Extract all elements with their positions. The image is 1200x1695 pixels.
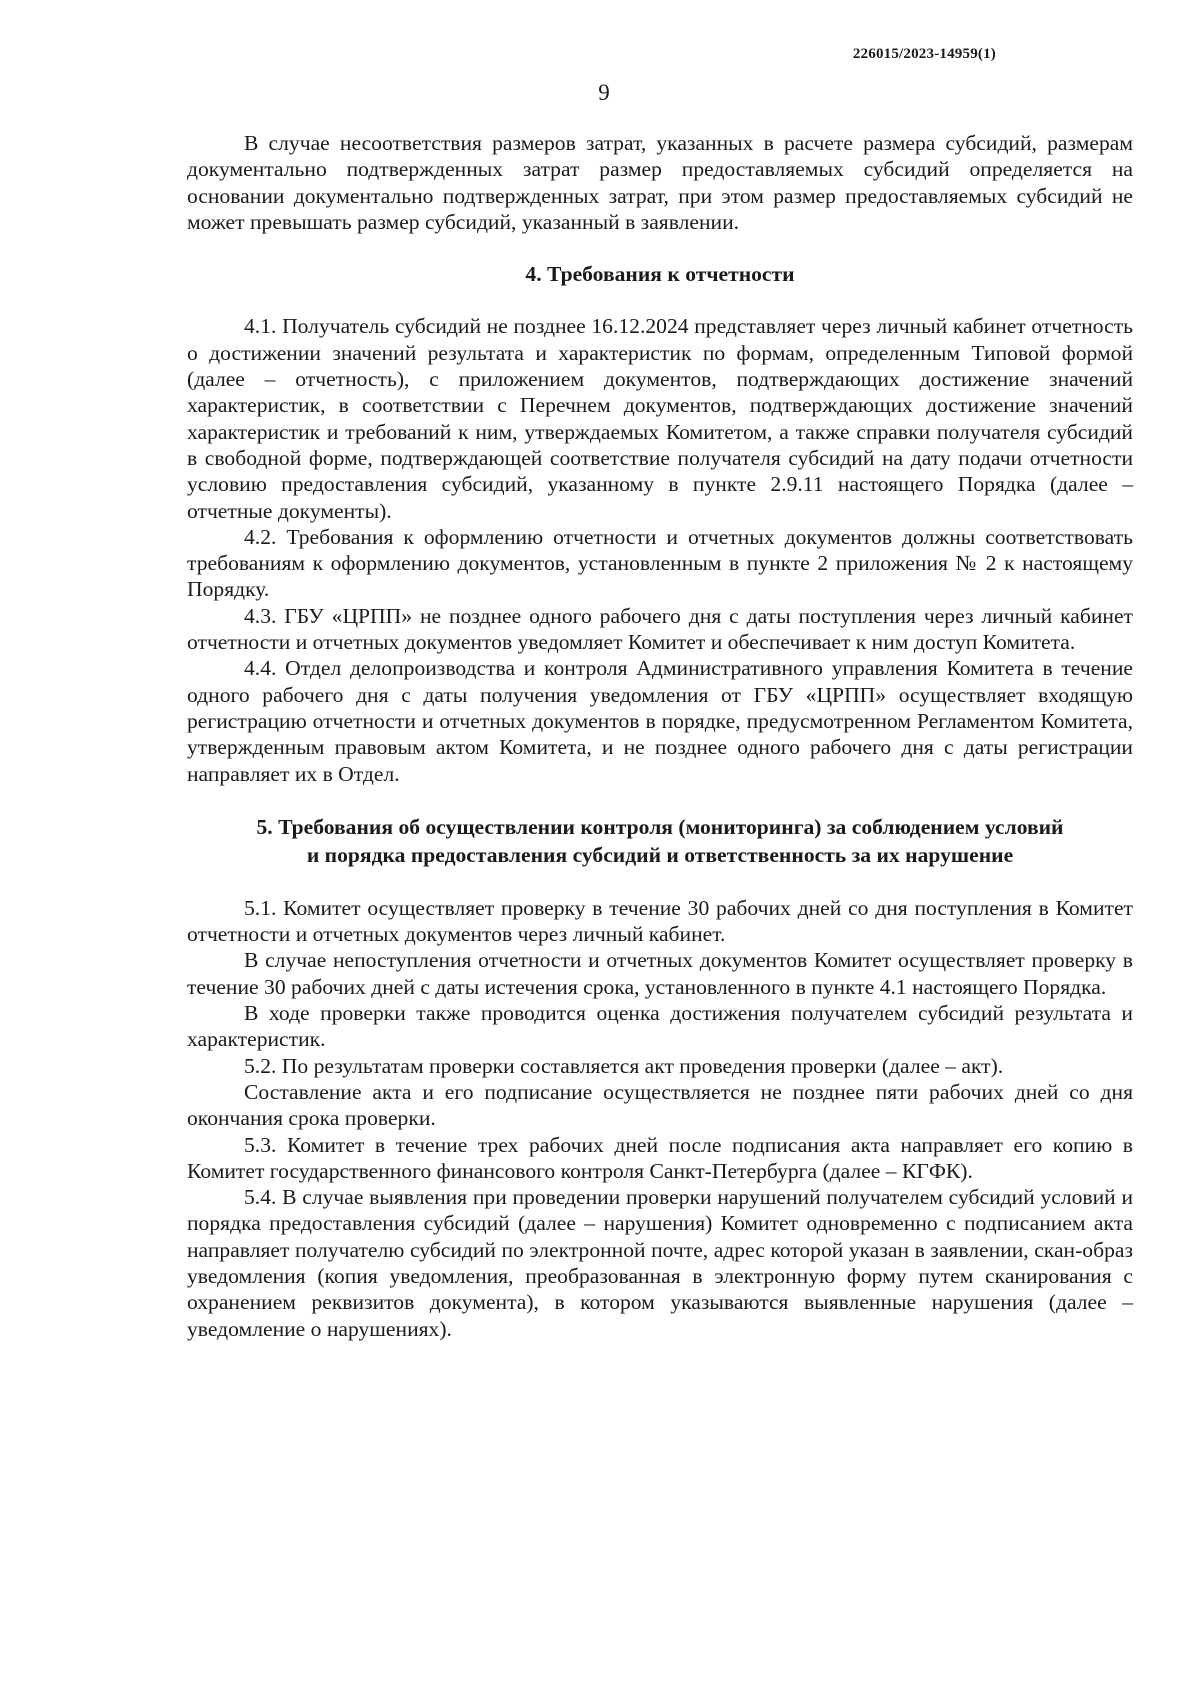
section-5-heading-line-1: 5. Требования об осуществлении контроля (мониторинга) за соблюдением условий	[256, 814, 1064, 839]
section-5-heading	[187, 813, 1133, 869]
paragraph-5-1: 5.1. Комитет осуществляет проверку в течение 30 рабочих дней со дня поступления в Комитет отчетности и отчетных документов через личный кабинет.	[187, 895, 1133, 947]
paragraph-4-4: 4.4. Отдел делопроизводства и контроля Административного управления Комитета в течение одного рабочего дня с даты получения уведомления от ГБУ «ЦРПП» осуществляет входящую регистрацию отчетности и отчетных документов в порядке, предусмотренном Регламентом Комитета, утвержденным правовым актом Комитета, и не позднее одного рабочего дня с даты регистрации направляет их в Отдел.	[187, 656, 1133, 786]
document-registration-number: 226015/2023-14959(1)	[852, 46, 996, 62]
document-body	[187, 130, 1133, 1342]
page-number: 9	[598, 80, 610, 105]
section-5-heading-line-2: и порядка предоставления субсидий и ответственность за их нарушение	[306, 842, 1014, 867]
intro-paragraph: В случае несоответствия размеров затрат, указанных в расчете размера субсидий, размерам документально подтвержденных затрат размер предоставляемых субсидий определяется на основании документально подтвержденных затрат, при этом размер предоставляемых субсидий не может превышать размер субсидий, указанный в заявлении.	[187, 131, 1133, 234]
paragraph-4-3: 4.3. ГБУ «ЦРПП» не позднее одного рабочего дня с даты поступления через личный кабинет отчетности и отчетных документов уведомляет Комитет и обеспечивает к ним доступ Комитета.	[187, 603, 1133, 655]
paragraph-5-2: 5.2. По результатам проверки составляется акт проведения проверки (далее – акт).	[244, 1053, 1004, 1078]
paragraph-4-1: 4.1. Получатель субсидий не позднее 16.12.2024 представляет через личный кабинет отчетность о достижении значений результата и характеристик по формам, определенным Типовой формой (далее – отчетность), с приложением документов, подтверждающих достижение значений характеристик, в соответствии с Перечнем документов, подтверждающих достижение значений характеристик и требований к ним, утверждаемых Комитетом, а также справки получателя субсидий в свободной форме, подтверждающей соответствие получателя субсидий на дату подачи отчетности условию предоставления субсидий, указанному в пункте 2.9.11 настоящего Порядка (далее – отчетные документы).	[187, 314, 1133, 523]
paragraph-5-1-assessment: В ходе проверки также проводится оценка достижения получателем субсидий результата и характеристик.	[187, 1001, 1133, 1052]
paragraph-5-3: 5.3. Комитет в течение трех рабочих дней после подписания акта направляет его копию в Комитет государственного финансового контроля Санкт-Петербурга (далее – КГФК).	[187, 1132, 1133, 1183]
paragraph-5-2-signing: Составление акта и его подписание осуществляется не позднее пяти рабочих дней со дня окончания срока проверки.	[187, 1079, 1133, 1131]
section-4-heading: 4. Требования к отчетности	[525, 262, 795, 287]
paragraph-4-2: 4.2. Требования к оформлению отчетности и отчетных документов должны соответствовать требованиям к оформлению документов, установленным в пункте 2 приложения № 2 к настоящему Порядку.	[187, 524, 1133, 602]
paragraph-5-1-non-receipt: В случае непоступления отчетности и отчетных документов Комитет осуществляет проверку в течение 30 рабочих дней с даты истечения срока, установленного в пункте 4.1 настоящего Порядка.	[187, 948, 1133, 999]
paragraph-5-4: 5.4. В случае выявления при проведении проверки нарушений получателем субсидий условий и порядка предоставления субсидий (далее – нарушения) Комитет одновременно с подписанием акта направляет получателю субсидий по электронной почте, адрес которой указан в заявлении, скан-образ уведомления (копия уведомления, преобразованная в электронную форму путем сканирования с охранением реквизитов документа), в котором указываются выявленные нарушения (далее – уведомление о нарушениях).	[187, 1185, 1133, 1341]
